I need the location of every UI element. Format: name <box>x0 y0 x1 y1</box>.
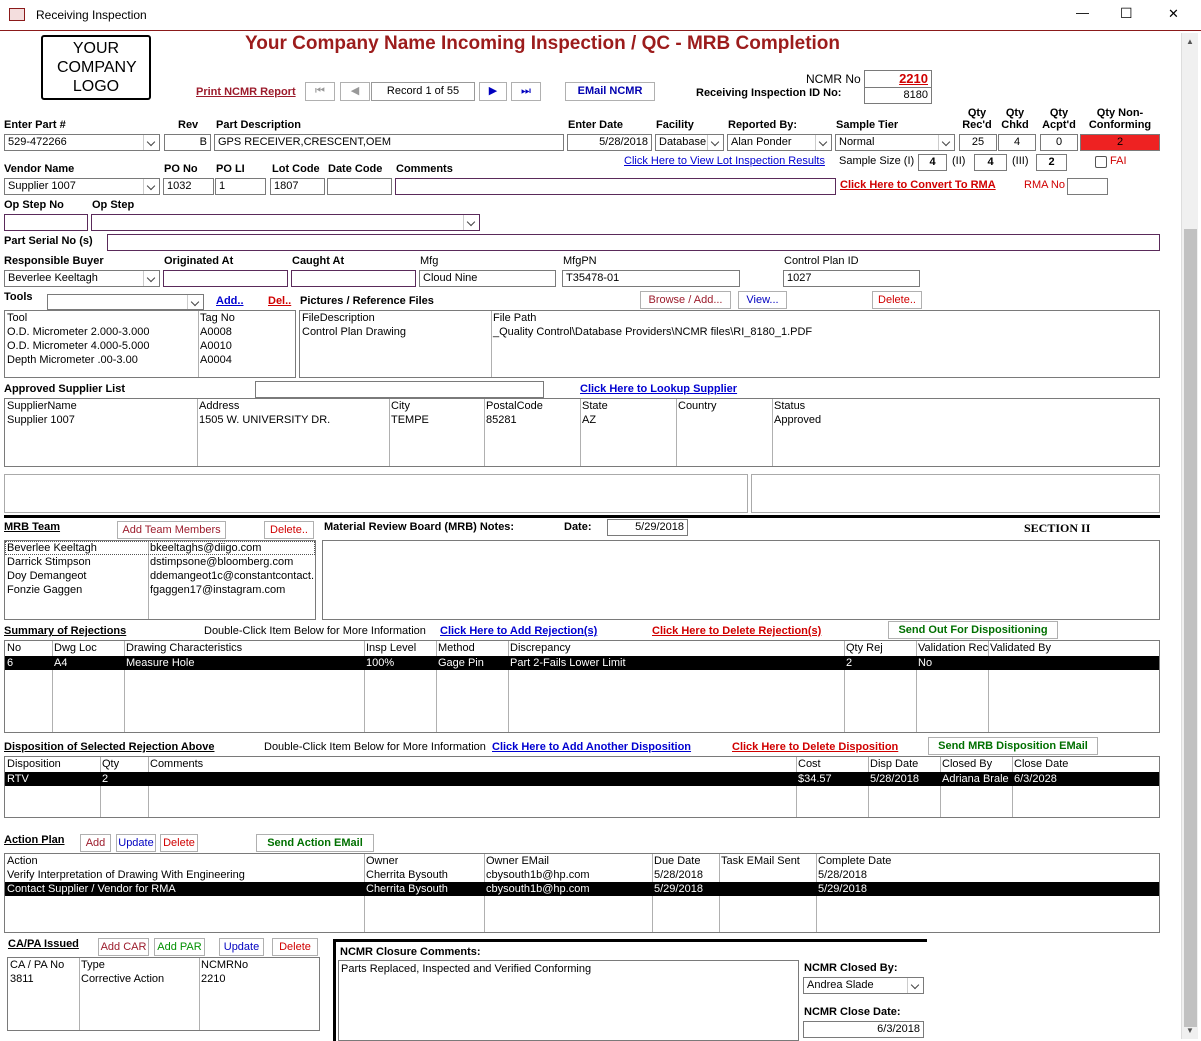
sample-size-2[interactable]: 4 <box>974 154 1007 171</box>
column-header: Method <box>438 642 475 654</box>
column-header: Complete Date <box>818 855 892 867</box>
capa-header <box>8 958 319 972</box>
tools-list[interactable] <box>4 310 296 378</box>
ncmr-no-label: NCMR No <box>806 72 861 86</box>
column-header: Closed By <box>942 758 993 770</box>
column-header: Validated By <box>990 642 1051 654</box>
poli-field[interactable]: 1 <box>215 178 266 195</box>
asl-search-field[interactable] <box>255 381 544 398</box>
column-header: Status <box>774 400 806 412</box>
po-field[interactable]: 1032 <box>163 178 214 195</box>
originated-label: Originated At <box>164 255 234 267</box>
print-ncmr-link[interactable]: Print NCMR Report <box>196 86 296 98</box>
column-header: Qty <box>102 758 120 770</box>
asl-list[interactable] <box>4 398 1160 467</box>
rejections-label: Summary of Rejections <box>4 625 127 637</box>
column-header: Tool <box>7 312 28 324</box>
chevron-down-icon[interactable] <box>938 135 954 150</box>
inspection-id-field[interactable]: 8180 <box>864 87 932 104</box>
ncmr-no-field[interactable]: 2210 <box>864 70 932 88</box>
rev-label: Rev <box>178 119 199 131</box>
desc-field[interactable]: GPS RECEIVER,CRESCENT,OEM <box>214 134 564 151</box>
table-row[interactable]: RTV 2 $34.57 5/28/2018 Adriana Brale 6/3/2028 <box>5 772 1159 786</box>
comments-label: Comments <box>396 163 453 175</box>
close-date-field[interactable]: 6/3/2018 <box>803 1021 924 1038</box>
facility-field[interactable] <box>655 134 724 151</box>
column-header: Close Date <box>1014 758 1069 770</box>
chevron-down-icon[interactable] <box>187 295 203 309</box>
capa-update-button[interactable]: Update <box>219 938 264 956</box>
sample-size-1[interactable]: 4 <box>918 154 947 171</box>
sample-size-2-label: (II) <box>952 155 966 167</box>
column-header: Disp Date <box>870 758 919 770</box>
minimize-button[interactable]: — <box>1076 5 1089 20</box>
sample-tier-value: Normal <box>839 136 875 148</box>
column-header: Qty Rej <box>846 642 883 654</box>
blank-panel-right <box>751 474 1160 513</box>
section-divider <box>4 515 1160 518</box>
enter-date-label: Enter Date <box>568 119 624 131</box>
list-item[interactable]: O.D. Micrometer 2.000-3.000 A0008 <box>7 326 232 338</box>
send-dispositioning-button[interactable]: Send Out For Dispositioning <box>888 621 1058 639</box>
capa-label: CA/PA Issued <box>8 938 79 950</box>
delete-rejection-link[interactable]: Click Here to Delete Rejection(s) <box>652 625 822 637</box>
closed-by-field[interactable] <box>803 977 924 994</box>
disposition-label: Disposition of Selected Rejection Above <box>4 741 215 753</box>
column-header: Insp Level <box>366 642 417 654</box>
mfg-label: Mfg <box>420 255 439 267</box>
record-indicator[interactable]: Record 1 of 55 <box>371 82 475 101</box>
close-button[interactable]: ✕ <box>1168 6 1179 21</box>
column-header: Comments <box>150 758 204 770</box>
table-row[interactable]: Supplier 1007 1505 W. UNIVERSITY DR. TEMPE 85281 AZ Approved <box>7 414 822 426</box>
enter-date-field[interactable]: 5/28/2018 <box>567 134 652 151</box>
next-record-button[interactable] <box>479 82 507 101</box>
list-item[interactable]: Beverlee Keeltagh bkeeltaghs@diigo.com <box>5 541 315 555</box>
column-header: PostalCode <box>486 400 543 412</box>
op-step-no-label: Op Step No <box>4 199 64 211</box>
datecode-field[interactable] <box>327 178 392 195</box>
previous-record-button[interactable] <box>340 82 370 101</box>
sample-tier-label: Sample Tier <box>836 119 899 131</box>
tools-combo[interactable] <box>47 294 204 310</box>
control-plan-label: Control Plan ID <box>784 255 859 267</box>
chevron-down-icon[interactable] <box>707 135 723 150</box>
add-disposition-link[interactable]: Click Here to Add Another Disposition <box>492 741 692 753</box>
caught-label: Caught At <box>292 255 345 267</box>
fai-label: FAI <box>1110 155 1127 167</box>
reported-by-value: Alan Ponder <box>731 136 792 148</box>
rejections-header <box>5 641 1159 655</box>
vertical-scrollbar[interactable] <box>1181 33 1198 1039</box>
column-header: SupplierName <box>7 400 77 412</box>
last-record-button[interactable] <box>511 82 541 101</box>
window-title: Receiving Inspection <box>36 8 147 22</box>
facility-value: Database <box>659 136 707 148</box>
sample-size-3[interactable]: 2 <box>1036 154 1067 171</box>
closure-label: NCMR Closure Comments: <box>340 946 481 958</box>
part-label: Enter Part # <box>4 119 66 131</box>
qty-acptd-label: Qty Acpt'd <box>1042 107 1076 131</box>
add-team-members-button[interactable]: Add Team Members <box>117 521 226 539</box>
column-header: CA / PA No <box>10 959 65 971</box>
scroll-down-icon[interactable]: ▼ <box>1186 1026 1194 1035</box>
column-header: No <box>7 642 22 654</box>
closed-by-label: NCMR Closed By: <box>804 962 898 974</box>
lot-field[interactable]: 1807 <box>270 178 325 195</box>
buyer-field[interactable] <box>4 270 160 287</box>
qty-nc-label: Qty Non-Conforming <box>1088 107 1152 131</box>
mrb-team-label: MRB Team <box>4 521 61 533</box>
disposition-hint: Double-Click Item Below for More Information <box>264 741 486 753</box>
part-number-field[interactable] <box>4 134 160 151</box>
buyer-label: Responsible Buyer <box>4 255 104 267</box>
company-logo: YOUR COMPANY LOGO <box>41 35 151 100</box>
po-label: PO No <box>164 163 198 175</box>
column-header: Disposition <box>7 758 61 770</box>
rma-no-field[interactable] <box>1067 178 1108 195</box>
fai-checkbox[interactable] <box>1095 156 1107 168</box>
pictures-label: Pictures / Reference Files <box>300 295 434 307</box>
add-par-button[interactable]: Add PAR <box>154 938 205 956</box>
mfg-field[interactable]: Cloud Nine <box>419 270 556 287</box>
reported-by-field[interactable] <box>727 134 832 151</box>
chevron-down-icon[interactable] <box>143 135 159 150</box>
action-plan-label: Action Plan <box>4 834 65 846</box>
rev-field[interactable]: B <box>164 134 211 151</box>
chevron-down-icon[interactable] <box>463 215 479 230</box>
sample-tier-field[interactable] <box>835 134 955 151</box>
tools-header <box>5 311 295 325</box>
column-header: Country <box>678 400 717 412</box>
chevron-down-icon[interactable] <box>907 978 923 993</box>
send-mrb-email-button[interactable]: Send MRB Disposition EMail <box>928 737 1098 755</box>
asl-label: Approved Supplier List <box>4 383 126 395</box>
tools-add-link[interactable]: Add.. <box>216 295 244 307</box>
column-header: Drawing Characteristics <box>126 642 243 654</box>
sample-size-3-label: (III) <box>1012 155 1029 167</box>
scroll-thumb[interactable] <box>1184 229 1197 1027</box>
op-step-label: Op Step <box>92 199 135 211</box>
originated-field[interactable] <box>163 270 288 287</box>
qty-chkd-label: Qty Chkd <box>1001 107 1029 131</box>
mfgpn-field[interactable]: T35478-01 <box>562 270 740 287</box>
list-item[interactable]: Darrick Stimpson dstimpsone@bloomberg.com <box>7 556 294 568</box>
email-ncmr-button[interactable]: EMail NCMR <box>565 82 655 101</box>
blank-panel-left <box>4 474 748 513</box>
list-item[interactable]: Doy Demangeot ddemangeot1c@constantcontact. <box>7 570 315 582</box>
page-title: Your Company Name Incoming Inspection / QC - MRB Completion <box>245 33 841 54</box>
asl-header <box>5 399 1159 413</box>
chevron-down-icon[interactable] <box>143 179 159 194</box>
reported-by-label: Reported By: <box>728 119 798 131</box>
next-record-icon: ▶ <box>488 85 498 97</box>
disposition-table[interactable] <box>4 756 1160 818</box>
comments-field[interactable] <box>395 178 836 195</box>
mrb-notes-field[interactable] <box>322 540 1160 620</box>
column-header: Dwg Loc <box>54 642 97 654</box>
action-add-button[interactable]: Add <box>80 834 111 852</box>
qty-recd-label: Qty Rec'd <box>962 107 992 131</box>
rejections-hint: Double-Click Item Below for More Information <box>204 625 426 637</box>
facility-label: Facility <box>656 119 694 131</box>
table-row[interactable]: 3811 Corrective Action 2210 <box>10 973 226 985</box>
column-header: File Path <box>493 312 537 324</box>
qty-recd-field[interactable]: 25 <box>959 134 997 151</box>
column-header: Owner EMail <box>486 855 549 867</box>
lot-results-link[interactable]: Click Here to View Lot Inspection Results <box>624 155 825 167</box>
lookup-supplier-link[interactable]: Click Here to Lookup Supplier <box>580 383 738 395</box>
first-record-button[interactable] <box>305 82 335 101</box>
last-record-icon: ⏭ <box>521 85 531 97</box>
action-header <box>5 854 1159 868</box>
action-update-button[interactable]: Update <box>116 834 156 852</box>
table-row[interactable]: Contact Supplier / Vendor for RMA Cherrita Bysouth cbysouth1b@hp.com 5/29/2018 5/29/2018 <box>5 882 1159 896</box>
desc-label: Part Description <box>216 119 301 131</box>
column-header: Due Date <box>654 855 701 867</box>
column-header: Action <box>7 855 38 867</box>
poli-label: PO LI <box>216 163 245 175</box>
previous-record-icon: ◀ <box>350 85 360 97</box>
title-bar <box>0 0 1201 31</box>
vendor-field[interactable] <box>4 178 160 195</box>
list-item[interactable]: Control Plan Drawing _Quality Control\Database Providers\NCMR files\RI_8180_1.PDF <box>302 326 813 338</box>
rejections-table[interactable] <box>4 640 1160 733</box>
browse-add-button[interactable]: Browse / Add... <box>640 291 731 309</box>
qty-chkd-field[interactable]: 4 <box>998 134 1036 151</box>
pictures-header <box>300 311 1159 325</box>
delete-disposition-link[interactable]: Click Here to Delete Disposition <box>732 741 899 753</box>
tools-del-link[interactable]: Del.. <box>268 295 292 307</box>
column-header: City <box>391 400 410 412</box>
op-step-field[interactable] <box>91 214 480 231</box>
column-header: Discrepancy <box>510 642 571 654</box>
section-ii-label: SECTION II <box>1024 521 1091 535</box>
qty-nc-field[interactable]: 2 <box>1080 134 1160 151</box>
convert-rma-link[interactable]: Click Here to Convert To RMA <box>840 179 996 191</box>
lot-label: Lot Code <box>272 163 320 175</box>
column-header: NCMRNo <box>201 959 249 971</box>
add-rejection-link[interactable]: Click Here to Add Rejection(s) <box>440 625 598 637</box>
tools-label: Tools <box>4 291 33 303</box>
list-item[interactable]: O.D. Micrometer 4.000-5.000 A0010 <box>7 340 232 352</box>
mrb-notes-label: Material Review Board (MRB) Notes: <box>324 521 515 533</box>
pictures-delete-button[interactable]: Delete.. <box>872 291 922 309</box>
close-date-label: NCMR Close Date: <box>804 1006 901 1018</box>
list-item[interactable]: Depth Micrometer .00-3.00 A0004 <box>7 354 232 366</box>
caught-field[interactable] <box>291 270 416 287</box>
capa-delete-button[interactable]: Delete <box>272 938 318 956</box>
column-header: Cost <box>798 758 821 770</box>
column-header: Owner <box>366 855 399 867</box>
control-plan-field[interactable]: 1027 <box>783 270 920 287</box>
scroll-up-icon[interactable]: ▲ <box>1186 37 1194 46</box>
chevron-down-icon[interactable] <box>815 135 831 150</box>
table-row[interactable]: Verify Interpretation of Drawing With Engineering Cherrita Bysouth cbysouth1b@hp.com 5/28/2018 5/28/2018 <box>7 869 867 881</box>
mrb-delete-button[interactable]: Delete.. <box>264 521 314 539</box>
part-number-value: 529-472266 <box>8 136 67 148</box>
action-plan-table[interactable] <box>4 853 1160 933</box>
column-header: State <box>582 400 608 412</box>
first-record-icon: ⏮ <box>315 85 325 97</box>
disposition-header <box>5 757 1159 771</box>
add-car-button[interactable]: Add CAR <box>98 938 149 956</box>
datecode-label: Date Code <box>328 163 383 175</box>
buyer-value: Beverlee Keeltagh <box>8 272 98 284</box>
column-header: FileDescription <box>302 312 375 324</box>
serial-field[interactable] <box>107 234 1160 251</box>
column-header: Tag No <box>200 312 235 324</box>
view-button[interactable]: View... <box>738 291 787 309</box>
column-header: Address <box>199 400 240 412</box>
rma-no-label: RMA No <box>1024 179 1065 191</box>
inspection-id-label: Receiving Inspection ID No: <box>696 87 842 99</box>
pictures-list[interactable] <box>299 310 1160 378</box>
mrb-date-label: Date: <box>564 521 592 533</box>
mrb-team-list[interactable] <box>4 540 316 620</box>
send-action-email-button[interactable]: Send Action EMail <box>256 834 374 852</box>
action-delete-button[interactable]: Delete <box>160 834 198 852</box>
column-header: Validation Rec <box>918 642 988 654</box>
column-header: Type <box>81 959 105 971</box>
app-icon <box>9 8 25 21</box>
qty-acptd-field[interactable]: 0 <box>1040 134 1078 151</box>
vendor-label: Vendor Name <box>4 163 75 175</box>
closure-comments-field[interactable]: Parts Replaced, Inspected and Verified Conforming <box>338 960 799 1041</box>
column-header: Task EMail Sent <box>721 855 800 867</box>
maximize-button[interactable]: ☐ <box>1120 5 1133 21</box>
chevron-down-icon[interactable] <box>143 271 159 286</box>
mfgpn-label: MfgPN <box>563 255 597 267</box>
serial-label: Part Serial No (s) <box>4 235 93 247</box>
vendor-value: Supplier 1007 <box>8 180 76 192</box>
mrb-date-field[interactable]: 5/29/2018 <box>607 519 688 536</box>
sample-size-label: Sample Size (I) <box>839 155 915 167</box>
capa-table[interactable] <box>7 957 320 1031</box>
op-step-no-field[interactable] <box>4 214 88 231</box>
closed-by-value: Andrea Slade <box>807 979 874 991</box>
table-row[interactable]: 6 A4 Measure Hole 100% Gage Pin Part 2-Fails Lower Limit 2 No <box>5 656 1159 670</box>
list-item[interactable]: Fonzie Gaggen fgaggen17@instagram.com <box>7 584 286 596</box>
